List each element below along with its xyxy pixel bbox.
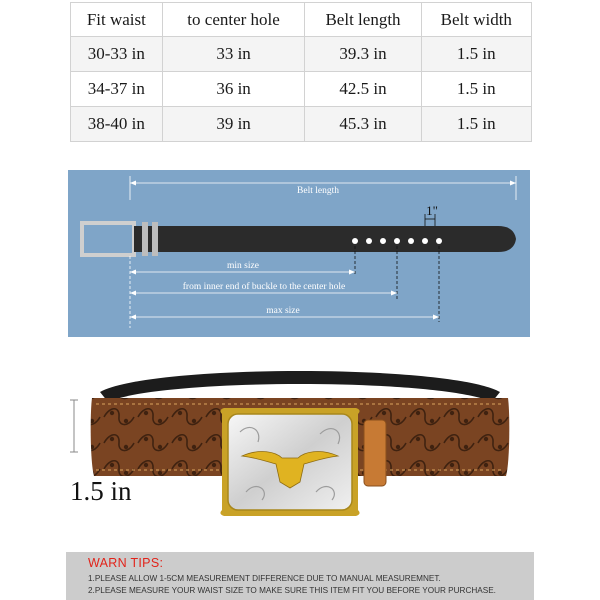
min-size-label: min size — [227, 261, 259, 271]
cell-fit-waist: 38-40 in — [71, 107, 163, 142]
cell-center-hole: 36 in — [162, 72, 305, 107]
cell-belt-length: 42.5 in — [305, 72, 421, 107]
arrow-head-icon — [130, 315, 136, 320]
cell-fit-waist: 34-37 in — [71, 72, 163, 107]
size-table — [70, 2, 532, 142]
belt-hole — [422, 238, 428, 244]
arrow-head-icon — [130, 181, 136, 186]
arrow-head-icon — [510, 181, 516, 186]
table-row — [71, 72, 532, 107]
belt-keeper — [364, 420, 386, 486]
arrow-head-icon — [433, 315, 439, 320]
cell-belt-length: 39.3 in — [305, 37, 421, 72]
belt-width-label: 1.5 in — [70, 476, 132, 506]
belt-strap — [134, 226, 516, 252]
belt-back-loop — [100, 371, 500, 402]
belt-hole — [394, 238, 400, 244]
belt-photo-illustration — [0, 352, 600, 542]
buckle-bar — [142, 226, 148, 252]
cell-belt-length: 45.3 in — [305, 107, 421, 142]
hole-spacing-label: 1" — [426, 203, 438, 218]
cell-belt-width: 1.5 in — [421, 107, 531, 142]
belt-hole — [436, 238, 442, 244]
center-hole-label: from inner end of buckle to the center hole — [182, 282, 346, 292]
belt-hole — [380, 238, 386, 244]
product-photo — [0, 352, 600, 542]
table-header-row — [71, 3, 532, 37]
max-size-label: max size — [266, 306, 300, 316]
belt-hole — [352, 238, 358, 244]
buckle-frame — [82, 223, 134, 255]
belt-diagram — [68, 170, 530, 337]
cell-belt-width: 1.5 in — [421, 37, 531, 72]
arrow-head-icon — [391, 291, 397, 296]
cell-center-hole: 39 in — [162, 107, 305, 142]
belt-hole — [408, 238, 414, 244]
warn-tip-line: 2.PLEASE MEASURE YOUR WAIST SIZE TO MAKE SURE THIS ITEM FIT YOU BEFORE YOUR PURCHASE. — [88, 586, 496, 595]
cell-belt-width: 1.5 in — [421, 72, 531, 107]
cell-fit-waist: 30-33 in — [71, 37, 163, 72]
warn-tip-line: 1.PLEASE ALLOW 1-5CM MEASUREMENT DIFFERENCE DUE TO MANUAL MEASUREMNET. — [88, 574, 441, 583]
table-row — [71, 37, 532, 72]
belt-diagram-svg — [68, 170, 530, 337]
table-row — [71, 107, 532, 142]
cell-center-hole: 33 in — [162, 37, 305, 72]
arrow-head-icon — [349, 270, 355, 275]
buckle-bar — [152, 226, 158, 252]
arrow-head-icon — [130, 270, 136, 275]
header-belt-width: Belt width — [421, 3, 531, 37]
warn-tips-title: WARN TIPS: — [88, 556, 164, 570]
arrow-head-icon — [130, 291, 136, 296]
belt-length-label: Belt length — [297, 186, 339, 196]
header-belt-length: Belt length — [305, 3, 421, 37]
header-to-center-hole: to center hole — [162, 3, 305, 37]
warn-tips-box — [66, 552, 534, 600]
belt-hole — [366, 238, 372, 244]
header-fit-waist: Fit waist — [71, 3, 163, 37]
